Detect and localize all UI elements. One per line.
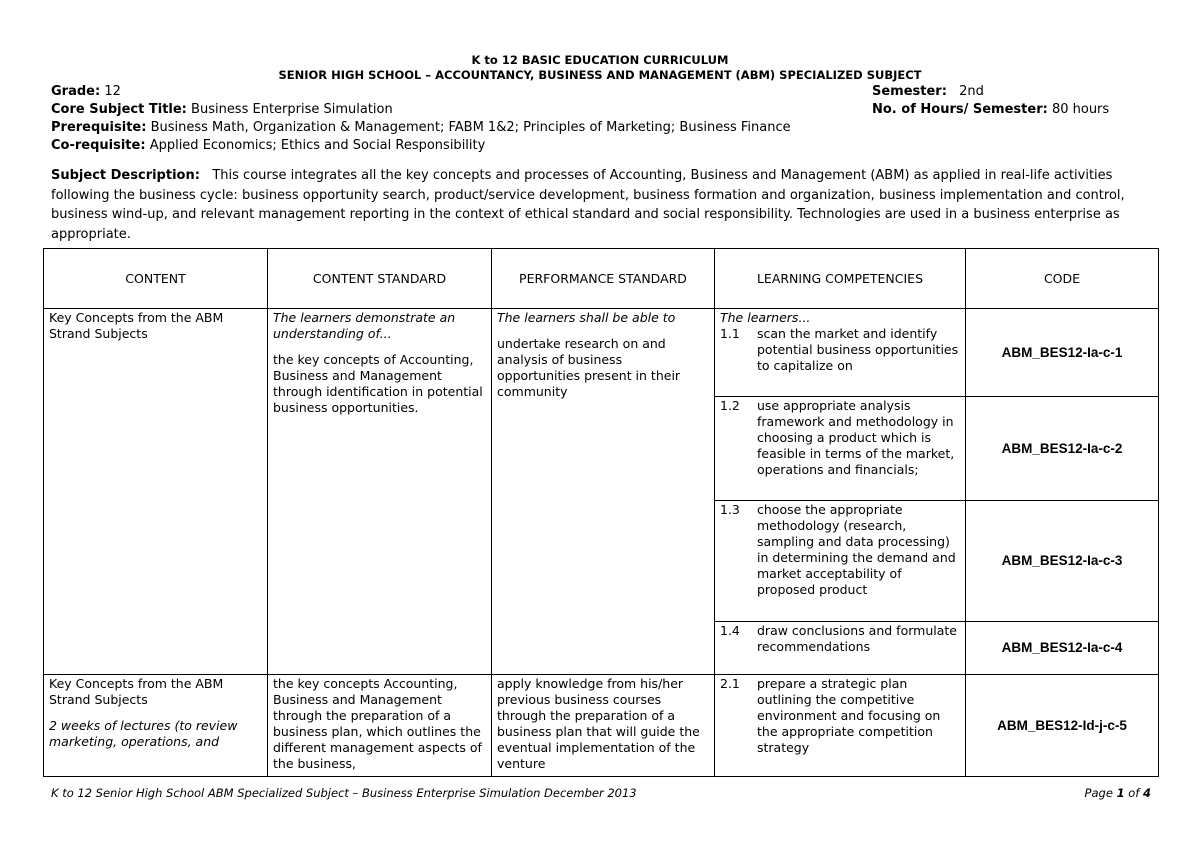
header-content-standard: CONTENT STANDARD: [268, 249, 492, 309]
header-learning-competencies: LEARNING COMPETENCIES: [715, 249, 966, 309]
description-label: Subject Description:: [51, 168, 200, 183]
hours-value: 80 hours: [1051, 102, 1110, 117]
performance-standard-cell: [492, 309, 715, 675]
competency-text: scan the market and identify potential business opportunities to capitalize on: [757, 326, 959, 373]
curriculum-title: K to 12 BASIC EDUCATION CURRICULUM: [471, 53, 729, 67]
content-text: Key Concepts from the ABM Strand Subjects: [49, 310, 224, 341]
curriculum-table: [43, 248, 1159, 777]
content-note: 2 weeks of lectures (to review marketing, operations, and: [49, 718, 238, 749]
prereq-line: [51, 118, 791, 137]
performance-standard-intro: The learners shall be able to: [497, 310, 676, 325]
page-indicator: [1085, 786, 1151, 800]
semester-label: Semester:: [872, 84, 947, 99]
prereq-value: Business Math, Organization & Management; FABM 1&2; Principles of Marketing; Business Finance: [150, 120, 791, 135]
coreq-line: [51, 136, 485, 155]
performance-standard-text: apply knowledge from his/her previous business courses through the preparation of a business plan that will guide the eventual implementation of the venture: [497, 676, 700, 771]
content-cell: [44, 309, 268, 675]
grade-label: Grade:: [51, 84, 101, 99]
content-standard-text: the key concepts of Accounting, Business and Management through identification in potential business opportunities.: [273, 352, 483, 415]
competency-cell: [715, 622, 966, 675]
subject-description: [51, 166, 1157, 244]
page-total: 4: [1142, 786, 1151, 800]
prereq-label: Prerequisite:: [51, 120, 147, 135]
performance-standard-text: undertake research on and analysis of business opportunities present in their community: [497, 336, 681, 399]
semester-line: [872, 82, 984, 101]
hours-label: No. of Hours/ Semester:: [872, 102, 1048, 117]
page-prefix: Page: [1084, 786, 1117, 800]
table-row: [44, 675, 1159, 777]
grade-line: [51, 82, 121, 101]
code-cell: ABM_BES12-Ia-c-3: [966, 501, 1159, 622]
title-line: [51, 100, 393, 119]
footer-document-title: K to 12 Senior High School ABM Specialized Subject – Business Enterprise Simulation December 2013: [51, 786, 637, 800]
page-number: 1: [1116, 786, 1125, 800]
competency-number: 1.4: [720, 623, 740, 638]
content-standard-cell: [268, 309, 492, 675]
subject-title-value: Business Enterprise Simulation: [191, 102, 393, 117]
curriculum-subtitle: SENIOR HIGH SCHOOL – ACCOUNTANCY, BUSINESS AND MANAGEMENT (ABM) SPECIALIZED SUBJECT: [278, 68, 922, 82]
header-code: CODE: [966, 249, 1159, 309]
performance-standard-cell: [492, 675, 715, 777]
content-standard-intro: The learners demonstrate an understanding of...: [273, 310, 456, 341]
competency-cell: [715, 501, 966, 622]
page-mid: of: [1124, 786, 1143, 800]
content-standard-text: the key concepts Accounting, Business and Management through the preparation of a business plan, which outlines the different management aspects of the business,: [273, 676, 482, 771]
competency-intro: The learners...: [720, 310, 811, 325]
code-cell: ABM_BES12-Id-j-c-5: [966, 675, 1159, 777]
header-performance-standard: PERFORMANCE STANDARD: [492, 249, 715, 309]
header-content: CONTENT: [44, 249, 268, 309]
competency-number: 1.2: [720, 398, 740, 413]
grade-value: 12: [104, 84, 121, 99]
competency-text: prepare a strategic plan outlining the competitive environment and focusing on the appropriate competition strategy: [757, 676, 941, 755]
semester-value: 2nd: [959, 84, 984, 99]
content-cell: [44, 675, 268, 777]
competency-cell: [715, 675, 966, 777]
content-standard-cell: [268, 675, 492, 777]
hours-line: [872, 100, 1109, 119]
competency-cell: [715, 397, 966, 501]
competency-text: choose the appropriate methodology (research, sampling and data processing) in determining the demand and market acceptability of proposed product: [757, 502, 956, 597]
competency-number: 1.1: [720, 326, 740, 341]
content-text: Key Concepts from the ABM Strand Subjects: [49, 676, 224, 707]
code-cell: ABM_BES12-Ia-c-1: [966, 309, 1159, 397]
coreq-value: Applied Economics; Ethics and Social Responsibility: [149, 138, 486, 153]
competency-number: 2.1: [720, 676, 740, 691]
coreq-label: Co-requisite:: [51, 138, 146, 153]
table-row: [44, 309, 1159, 397]
table-header-row: [44, 249, 1159, 309]
subject-title-label: Core Subject Title:: [51, 102, 187, 117]
code-cell: ABM_BES12-Ia-c-2: [966, 397, 1159, 501]
code-cell: ABM_BES12-Ia-c-4: [966, 622, 1159, 675]
competency-text: use appropriate analysis framework and methodology in choosing a product which is feasible in terms of the market, operations and financials;: [757, 398, 955, 477]
competency-text: draw conclusions and formulate recommendations: [757, 623, 957, 654]
description-text: This course integrates all the key concepts and processes of Accounting, Business and Management (ABM) as applied in real-life activities following the business cycle: business opportunity search, product/service development, business formation and organization, business implementation and control, business wind-up, and relevant management reporting in the context of ethical standard and social responsibility. Technologies are used in a business enterprise as appropriate.: [51, 168, 1125, 242]
competency-number: 1.3: [720, 502, 740, 517]
competency-cell: [715, 309, 966, 397]
